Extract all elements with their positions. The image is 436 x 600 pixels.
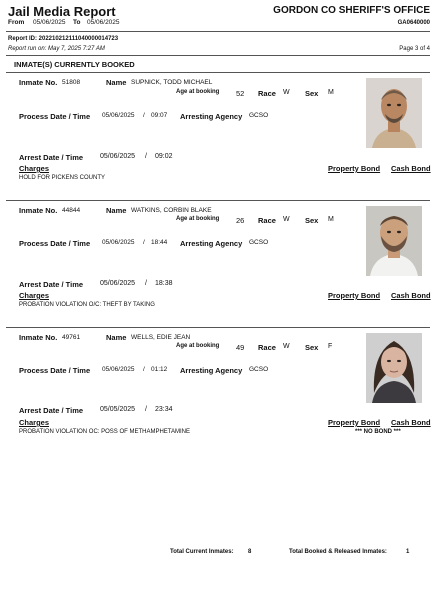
property-bond-label: Property Bond: [328, 164, 381, 173]
arrest-dt-label: Arrest Date / Time: [19, 406, 84, 415]
arrest-date: 05/06/2025: [100, 153, 136, 160]
process-time: 18:44: [151, 239, 168, 246]
arrest-dt-label: Arrest Date / Time: [19, 280, 84, 289]
age-value: 52: [236, 89, 245, 98]
charge-text: HOLD FOR PICKENS COUNTY: [19, 175, 106, 181]
cash-bond-label: Cash Bond: [391, 418, 431, 427]
mugshot-photo: [366, 78, 422, 148]
arrest-time: 09:02: [155, 153, 173, 160]
arresting-agency-label: Arresting Agency: [180, 239, 243, 248]
header-divider: [6, 31, 430, 32]
process-slash: /: [143, 239, 145, 246]
inmate-no-value: 44844: [62, 207, 81, 214]
inmate-no-value: 49761: [62, 334, 81, 341]
arrest-dt-label: Arrest Date / Time: [19, 153, 84, 162]
race-label: Race: [258, 216, 276, 225]
to-label: To: [73, 19, 81, 26]
arresting-agency-label: Arresting Agency: [180, 366, 243, 375]
inmate-no-value: 51808: [62, 79, 81, 86]
race-label: Race: [258, 89, 276, 98]
race-label: Race: [258, 343, 276, 352]
sex-value: F: [328, 343, 333, 350]
page-number: Page 3 of 4: [399, 46, 430, 52]
arrest-slash: /: [145, 280, 147, 287]
arresting-agency-value: GCSO: [249, 366, 269, 373]
process-slash: /: [143, 366, 145, 373]
inmate-no-label: Inmate No.: [19, 78, 58, 87]
process-time: 09:07: [151, 112, 168, 119]
section-title: INMATE(S) CURRENTLY BOOKED: [14, 60, 135, 69]
charge-text: PROBATION VIOLATION O/C: THEFT BY TAKING: [19, 302, 155, 308]
process-dt-label: Process Date / Time: [19, 112, 91, 121]
mugshot-photo: [366, 333, 422, 403]
name-label: Name: [106, 333, 127, 342]
arrest-time: 18:38: [155, 280, 173, 287]
charges-label: Charges: [19, 291, 50, 300]
sex-label: Sex: [305, 89, 319, 98]
charges-label: Charges: [19, 418, 50, 427]
to-date: 05/06/2025: [87, 19, 120, 26]
section-bottom-divider: [6, 72, 430, 73]
total-booked-label: Total Booked & Released Inmates:: [289, 549, 387, 555]
report-title: Jail Media Report: [8, 4, 116, 19]
bond-note: *** NO BOND ***: [355, 429, 401, 435]
race-value: W: [283, 343, 290, 350]
mugshot-photo: [366, 206, 422, 276]
name-value: WATKINS, CORBIN BLAKE: [131, 207, 212, 214]
arrest-date: 05/05/2025: [100, 406, 136, 413]
process-date: 05/06/2025: [102, 239, 135, 246]
total-current-value: 8: [248, 549, 252, 555]
arresting-agency-value: GCSO: [249, 112, 269, 119]
mugshot-image: [366, 333, 422, 403]
charges-label: Charges: [19, 164, 50, 173]
mugshot-image: [366, 78, 422, 148]
report-run-on: Report run on: May 7, 2025 7:27 AM: [8, 46, 105, 52]
total-current-label: Total Current Inmates:: [170, 549, 234, 555]
charge-text: PROBATION VIOLATION OC: POSS OF METHAMPHETAMINE: [19, 429, 191, 435]
name-value: WELLS, EDIE JEAN: [131, 334, 191, 341]
property-bond-label: Property Bond: [328, 291, 381, 300]
inmate-no-label: Inmate No.: [19, 333, 58, 342]
process-time: 01:12: [151, 366, 168, 373]
process-date: 05/06/2025: [102, 112, 135, 119]
arrest-time: 23:34: [155, 406, 173, 413]
age-label: Age at booking: [176, 343, 220, 349]
sex-label: Sex: [305, 216, 319, 225]
report-id: Report ID: 202210212111040000014723: [8, 36, 119, 42]
total-booked-value: 1: [406, 549, 410, 555]
process-slash: /: [143, 112, 145, 119]
race-value: W: [283, 89, 290, 96]
agency-code: GA0640000: [397, 20, 430, 26]
cash-bond-label: Cash Bond: [391, 291, 431, 300]
arrest-slash: /: [145, 153, 147, 160]
arrest-date: 05/06/2025: [100, 280, 136, 287]
mugshot-image: [366, 206, 422, 276]
process-dt-label: Process Date / Time: [19, 239, 91, 248]
sex-label: Sex: [305, 343, 319, 352]
property-bond-label: Property Bond: [328, 418, 381, 427]
arresting-agency-value: GCSO: [249, 239, 269, 246]
inmate-no-label: Inmate No.: [19, 206, 58, 215]
from-date: 05/06/2025: [33, 19, 66, 26]
arresting-agency-label: Arresting Agency: [180, 112, 243, 121]
from-label: From: [8, 19, 25, 26]
arrest-slash: /: [145, 406, 147, 413]
record-divider: [6, 327, 430, 328]
age-value: 26: [236, 216, 245, 225]
sex-value: M: [328, 216, 334, 223]
sex-value: M: [328, 89, 334, 96]
section-top-divider: [6, 55, 430, 56]
cash-bond-label: Cash Bond: [391, 164, 431, 173]
name-value: SUPNICK, TODD MICHAEL: [131, 79, 213, 86]
age-value: 49: [236, 343, 245, 352]
name-label: Name: [106, 78, 127, 87]
process-date: 05/06/2025: [102, 366, 135, 373]
age-label: Age at booking: [176, 89, 220, 95]
age-label: Age at booking: [176, 216, 220, 222]
name-label: Name: [106, 206, 127, 215]
race-value: W: [283, 216, 290, 223]
record-divider: [6, 200, 430, 201]
process-dt-label: Process Date / Time: [19, 366, 91, 375]
office-name: GORDON CO SHERIFF'S OFFICE: [273, 5, 430, 16]
